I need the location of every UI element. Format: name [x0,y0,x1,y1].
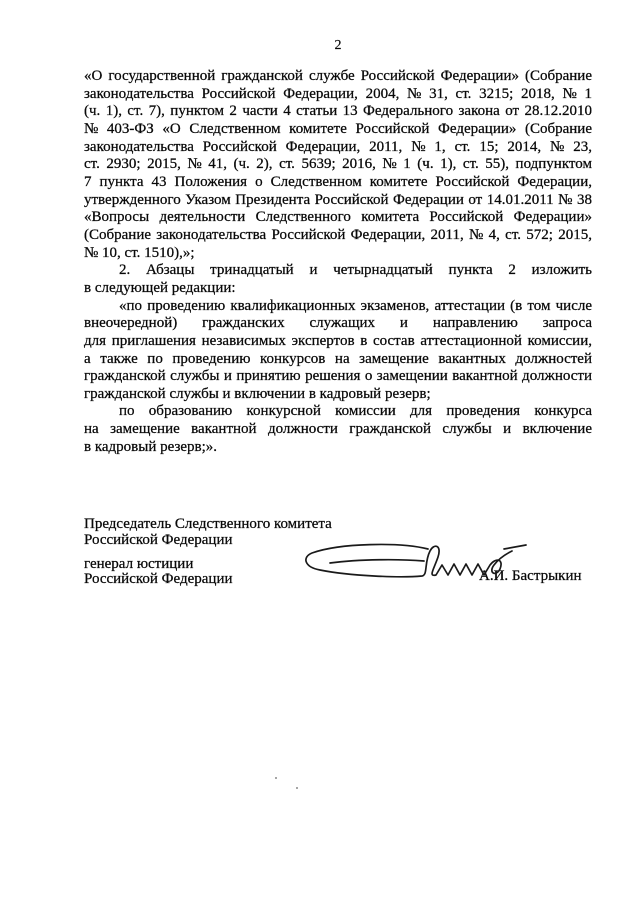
body-line: «Вопросы деятельности Следственного комитета Российской Федерации» [84,209,592,226]
body-line: «О государственной гражданской службе Российской Федерации» (Собрание [84,68,592,84]
body-line: в кадровый резерв;». [84,438,218,455]
body-line: № 10, ст. 1510),»; [84,244,195,261]
body-line: гражданской службы и включении в кадровый резерв; [84,385,431,402]
body-line: а также по проведению конкурсов на замещение вакантных должностей [84,350,592,367]
signatory-title-line: Председатель Следственного комитета [84,516,332,532]
body-line: 2. Абзацы тринадцатый и четырнадцатый пункта 2 изложить [119,262,592,279]
paragraph [84,68,592,262]
body-line: (Собрание законодательства Российской Федерации, 2011, № 4, ст. 572; 2015, [84,226,592,243]
body-line: (ч. 1), ст. 7), пунктом 2 части 4 статьи 13 Федерального закона от 28.12.2010 [84,103,592,120]
paragraph [84,262,592,297]
body-line: «по проведению квалификационных экзаменов, аттестации (в том числе [119,297,592,314]
scan-speck [275,777,277,779]
paragraph [84,298,592,404]
body-line: для приглашения независимых экспертов в состав аттестационной комиссии, [84,332,592,349]
body-line: № 403-ФЗ «О Следственном комитете Российской Федерации» (Собрание [84,120,592,137]
body-line: по образованию конкурсной комиссии для проведения конкурса [119,403,592,420]
body-line: утвержденного Указом Президента Российской Федерации от 14.01.2011 № 38 [84,191,592,208]
body-line: гражданской службы и принятию решения о замещении вакантной должности [84,368,592,385]
signatory-name: А.И. Бастрыкин [479,568,582,584]
signatory-title-line: Российской Федерации [84,532,233,548]
document-body [84,68,592,456]
signature-image [300,536,532,594]
body-line: законодательства Российской Федерации, 2004, № 31, ст. 3215; 2018, № 1 [84,85,592,102]
paragraph [84,403,592,456]
signatory-rank-line: Российской Федерации [84,571,233,587]
body-line: ст. 2930; 2015, № 41, (ч. 2), ст. 5639; 2016, № 1 (ч. 1), ст. 55), подпунктом [84,156,592,173]
body-line: в следующей редакции: [84,279,236,296]
body-line: 7 пункта 43 Положения о Следственном комитете Российской Федерации, [84,173,592,190]
scan-speck [296,787,298,789]
signatory-rank-line: генерал юстиции [84,556,194,572]
body-line: законодательства Российской Федерации, 2011, № 1, ст. 15; 2014, № 23, [84,138,592,155]
body-line: на замещение вакантной должности гражданской службы и включение [84,421,592,438]
body-line: внеочередной) гражданских служащих и направлению запроса [84,315,592,332]
page-number: 2 [334,38,342,53]
